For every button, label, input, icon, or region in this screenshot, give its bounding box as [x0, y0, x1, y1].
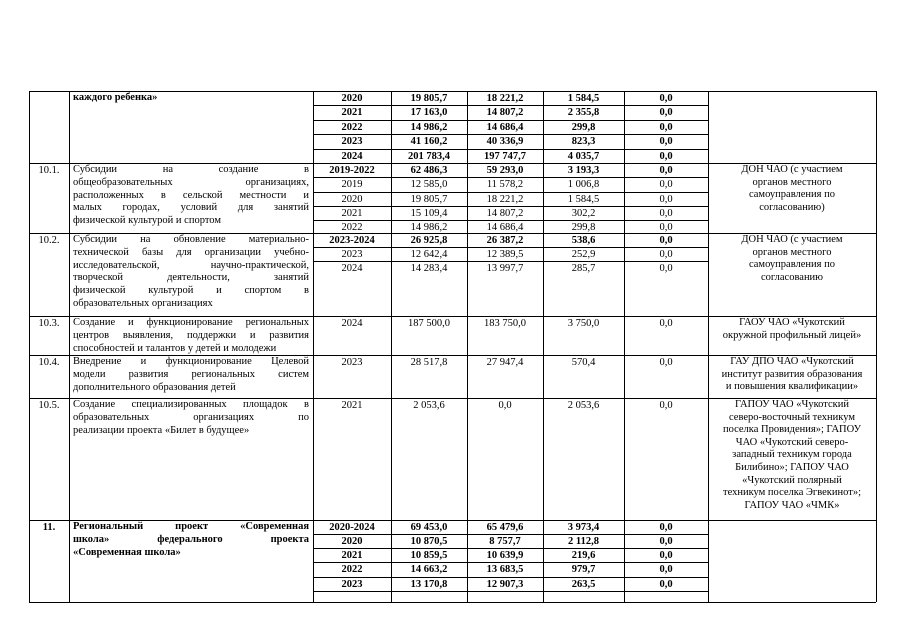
year-cell: 2020 [341, 194, 363, 205]
description-line: Создание специализированных площадок в [73, 399, 309, 410]
year-cell: 2023 [341, 249, 363, 260]
year-cell: 2022 [341, 122, 363, 133]
regional-cell: 3 193,3 [567, 165, 600, 176]
regional-cell: 3 750,0 [567, 318, 600, 329]
responsible-executor [710, 164, 874, 214]
other-cell: 0,0 [659, 263, 673, 274]
regional-cell: 1 584,5 [567, 194, 600, 205]
description-line: малых городах, условий для занятий [73, 202, 309, 214]
year-cell: 2019-2022 [329, 165, 375, 176]
total-cell: 187 500,0 [408, 318, 450, 329]
federal-cell: 14 686,4 [486, 222, 524, 233]
regional-cell: 299,8 [571, 222, 596, 233]
row-description [73, 234, 309, 311]
responsible-line: самоуправления по [748, 259, 835, 271]
description-line: исследовательской, научно-практической, [73, 259, 309, 271]
row-description [73, 164, 309, 228]
federal-cell: 8 757,7 [489, 536, 521, 547]
regional-cell: 2 053,6 [567, 400, 600, 411]
federal-cell: 14 807,2 [486, 107, 524, 118]
description-line: образовательных организациях по [73, 411, 309, 423]
federal-cell: 13 997,7 [486, 263, 524, 274]
total-cell: 14 986,2 [410, 122, 448, 133]
year-cell: 2021 [341, 400, 363, 411]
responsible-executor [710, 399, 874, 512]
federal-cell: 197 747,7 [484, 151, 526, 162]
regional-cell: 263,5 [571, 579, 596, 590]
description-line: «Современная школа» [73, 546, 181, 558]
year-cell: 2022 [341, 564, 363, 575]
total-cell: 41 160,2 [410, 136, 448, 147]
regional-cell: 2 355,8 [567, 107, 600, 118]
row-description [73, 521, 309, 559]
row-number: 10.5. [38, 400, 60, 411]
year-cell: 2020 [341, 536, 363, 547]
other-cell: 0,0 [659, 165, 673, 176]
description-line: центров выявления, поддержки и развития [73, 329, 309, 341]
row-description [73, 356, 309, 394]
other-cell: 0,0 [659, 550, 673, 561]
federal-cell: 13 683,5 [486, 564, 524, 575]
regional-cell: 1 584,5 [567, 93, 600, 104]
other-cell: 0,0 [659, 564, 673, 575]
total-cell: 201 783,4 [408, 151, 450, 162]
regional-cell: 299,8 [571, 122, 596, 133]
regional-cell: 570,4 [571, 357, 596, 368]
description-line: Внедрение и функционирование Целевой [73, 356, 309, 367]
description-line: способностей и талантов у детей и молодежи [73, 342, 277, 354]
description-line: Субсидии на обновление материально- [73, 234, 309, 245]
year-cell: 2024 [341, 318, 363, 329]
responsible-line: техникум поселка Эгвекинот»; [723, 487, 861, 499]
responsible-line: ДОН ЧАО (с участием [741, 234, 843, 245]
federal-cell: 26 387,2 [486, 235, 524, 246]
row-number: 10.2. [38, 235, 60, 246]
responsible-executor [710, 234, 874, 284]
row-number: 10.1. [38, 165, 60, 176]
description-line: образовательных организациях [73, 297, 213, 309]
regional-cell: 1 006,8 [567, 179, 600, 190]
row-description [73, 399, 309, 437]
year-cell: 2022 [341, 222, 363, 233]
year-cell: 2023 [341, 357, 363, 368]
federal-cell: 65 479,6 [486, 522, 524, 533]
total-cell: 12 585,0 [410, 179, 448, 190]
description-line: физической культурой и спортом в [73, 285, 309, 297]
other-cell: 0,0 [659, 536, 673, 547]
row-description [73, 317, 309, 355]
description-line: школа» федерального проекта [73, 533, 309, 545]
responsible-line: и повышения квалификации» [725, 381, 859, 393]
row-number: 11. [42, 522, 56, 533]
federal-cell: 183 750,0 [484, 318, 526, 329]
year-cell: 2019 [341, 179, 363, 190]
year-cell: 2021 [341, 208, 363, 219]
regional-cell: 538,6 [571, 235, 596, 246]
total-cell: 14 986,2 [410, 222, 448, 233]
description-line: Региональный проект «Современная [73, 521, 309, 532]
federal-cell: 40 336,9 [486, 136, 524, 147]
year-cell: 2020-2024 [329, 522, 375, 533]
responsible-line: ЧАО «Чукотский северо- [735, 436, 849, 448]
description-line: дополнительного образования детей [73, 381, 236, 393]
description-line: физической культурой и спортом [73, 215, 221, 227]
federal-cell: 0,0 [498, 400, 512, 411]
responsible-line: самоуправления по [748, 189, 835, 201]
other-cell: 0,0 [659, 249, 673, 260]
responsible-line: северо-восточный техникум [729, 411, 855, 423]
regional-cell: 285,7 [571, 263, 596, 274]
federal-cell: 12 907,3 [486, 579, 524, 590]
description-line: технической базы для организации учебно- [73, 246, 309, 258]
total-cell: 19 805,7 [410, 93, 448, 104]
federal-cell: 18 221,2 [486, 194, 524, 205]
other-cell: 0,0 [659, 235, 673, 246]
year-cell: 2021 [341, 107, 363, 118]
regional-cell: 219,6 [571, 550, 596, 561]
total-cell: 14 283,4 [410, 263, 448, 274]
year-cell: 2024 [341, 151, 363, 162]
responsible-line: согласованию) [759, 201, 825, 213]
other-cell: 0,0 [659, 208, 673, 219]
year-cell: 2023 [341, 136, 363, 147]
regional-cell: 2 112,8 [568, 536, 599, 547]
responsible-line: ГАПОУ ЧАО «Чукотский [735, 399, 849, 410]
responsible-line: окружной профильный лицей» [722, 329, 862, 341]
total-cell: 26 925,8 [410, 235, 448, 246]
total-cell: 12 642,4 [410, 249, 448, 260]
total-cell: 10 859,5 [410, 550, 448, 561]
other-cell: 0,0 [659, 122, 673, 133]
other-cell: 0,0 [659, 318, 673, 329]
year-cell: 2020 [341, 93, 363, 104]
regional-cell: 4 035,7 [567, 151, 600, 162]
responsible-line: поселка Провидения»; ГАПОУ [722, 424, 862, 436]
regional-cell: 823,3 [571, 136, 596, 147]
total-cell: 19 805,7 [410, 194, 448, 205]
total-cell: 15 109,4 [410, 208, 448, 219]
responsible-line: западный техникум города [732, 449, 852, 461]
other-cell: 0,0 [659, 222, 673, 233]
regional-cell: 252,9 [571, 249, 596, 260]
regional-cell: 302,2 [571, 208, 596, 219]
year-cell: 2023-2024 [329, 235, 375, 246]
responsible-line: институт развития образования [721, 368, 863, 380]
responsible-line: ГАУ ДПО ЧАО «Чукотский [730, 356, 854, 367]
year-cell: 2023 [341, 579, 363, 590]
federal-cell: 27 947,4 [486, 357, 524, 368]
responsible-line: ГАОУ ЧАО «Чукотский [739, 317, 845, 328]
description-line: творческой деятельности, занятий [73, 272, 309, 284]
year-cell: 2024 [341, 263, 363, 274]
responsible-line: согласованию [760, 271, 824, 283]
federal-cell: 14 686,4 [486, 122, 524, 133]
responsible-executor [710, 317, 874, 342]
total-cell: 17 163,0 [410, 107, 448, 118]
responsible-line: Билибино»; ГАПОУ ЧАО [735, 461, 849, 473]
responsible-line: «Чукотский полярный [742, 474, 842, 486]
total-cell: 13 170,8 [410, 579, 448, 590]
total-cell: 69 453,0 [410, 522, 448, 533]
total-cell: 2 053,6 [413, 400, 445, 411]
description-line: Создание и функционирование региональных [73, 317, 309, 328]
other-cell: 0,0 [659, 400, 673, 411]
federal-cell: 10 639,9 [486, 550, 524, 561]
description-line: каждого ребенка» [73, 92, 158, 103]
responsible-line: ДОН ЧАО (с участием [741, 164, 843, 175]
responsible-line: органов местного [752, 246, 832, 258]
row-number: 10.4. [38, 357, 60, 368]
other-cell: 0,0 [659, 522, 673, 533]
federal-cell: 12 389,5 [486, 249, 524, 260]
other-cell: 0,0 [659, 579, 673, 590]
description-line: общеобразовательных организациях, [73, 176, 309, 188]
row-number: 10.3. [38, 318, 60, 329]
other-cell: 0,0 [659, 179, 673, 190]
regional-cell: 979,7 [571, 564, 596, 575]
other-cell: 0,0 [659, 93, 673, 104]
federal-cell: 11 578,2 [486, 179, 524, 190]
other-cell: 0,0 [659, 136, 673, 147]
regional-cell: 3 973,4 [567, 522, 600, 533]
responsible-line: ГАПОУ ЧАО «ЧМК» [744, 499, 840, 511]
responsible-executor [710, 356, 874, 394]
responsible-line: органов местного [752, 176, 832, 188]
other-cell: 0,0 [659, 194, 673, 205]
description-line: реализации проекта «Билет в будущее» [73, 424, 250, 436]
year-cell: 2021 [341, 550, 363, 561]
federal-cell: 59 293,0 [486, 165, 524, 176]
federal-cell: 18 221,2 [486, 93, 524, 104]
total-cell: 10 870,5 [410, 536, 448, 547]
total-cell: 62 486,3 [410, 165, 448, 176]
other-cell: 0,0 [659, 151, 673, 162]
description-line: Субсидии на создание в [73, 164, 309, 175]
federal-cell: 14 807,2 [486, 208, 524, 219]
description-line: модели развития региональных систем [73, 368, 309, 380]
other-cell: 0,0 [659, 357, 673, 368]
total-cell: 28 517,8 [410, 357, 448, 368]
row-description [73, 92, 309, 105]
other-cell: 0,0 [659, 107, 673, 118]
description-line: расположенных в сельской местности и [73, 189, 309, 201]
total-cell: 14 663,2 [410, 564, 448, 575]
